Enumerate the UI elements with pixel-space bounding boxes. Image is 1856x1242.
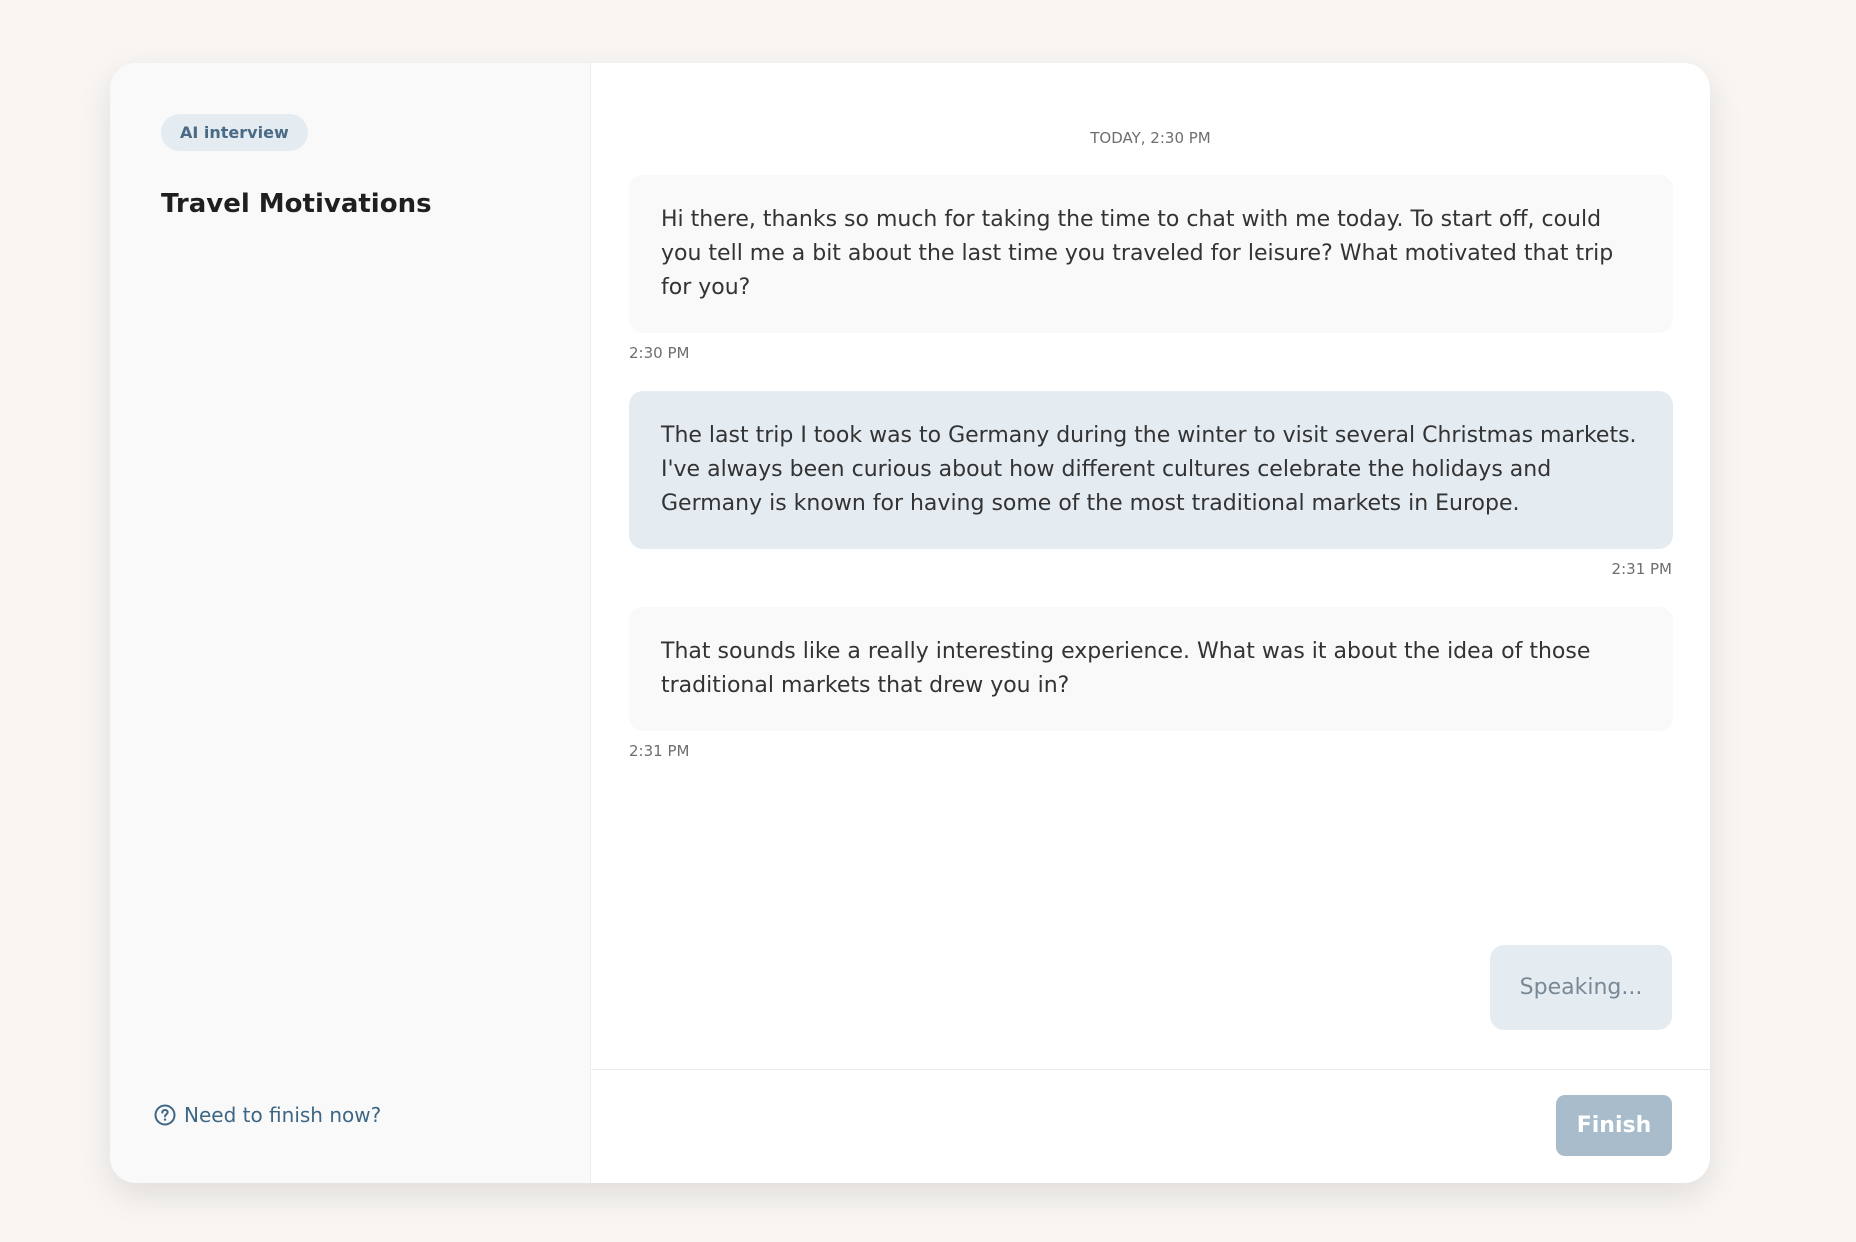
interview-type-badge: AI interview <box>161 114 308 151</box>
need-to-finish-label: Need to finish now? <box>184 1103 382 1127</box>
interview-card <box>110 63 1710 1183</box>
ai-message: Hi there, thanks so much for taking the time to chat with me today. To start off, could you tell me a bit about the last time you traveled for leisure? What motivated that trip for you? <box>629 175 1673 333</box>
help-circle-icon <box>154 1104 176 1126</box>
message-time: 2:31 PM <box>629 742 690 760</box>
message-time: 2:31 PM <box>1611 560 1672 578</box>
user-message: The last trip I took was to Germany during the winter to visit several Christmas markets. I've always been curious about how different cultures celebrate the holidays and Germany is known for having some of the most traditional markets in Europe. <box>629 391 1673 549</box>
chat-panel <box>591 63 1710 1183</box>
finish-button[interactable]: Finish <box>1556 1095 1672 1156</box>
message-time: 2:30 PM <box>629 344 690 362</box>
date-separator: TODAY, 2:30 PM <box>1090 129 1211 147</box>
ai-message: That sounds like a really interesting experience. What was it about the idea of those traditional markets that drew you in? <box>629 607 1673 731</box>
footer-divider <box>591 1069 1710 1070</box>
speaking-indicator: Speaking... <box>1490 945 1672 1030</box>
sidebar <box>110 63 591 1183</box>
interview-title: Travel Motivations <box>161 189 432 219</box>
need-to-finish-link[interactable] <box>154 1103 381 1127</box>
